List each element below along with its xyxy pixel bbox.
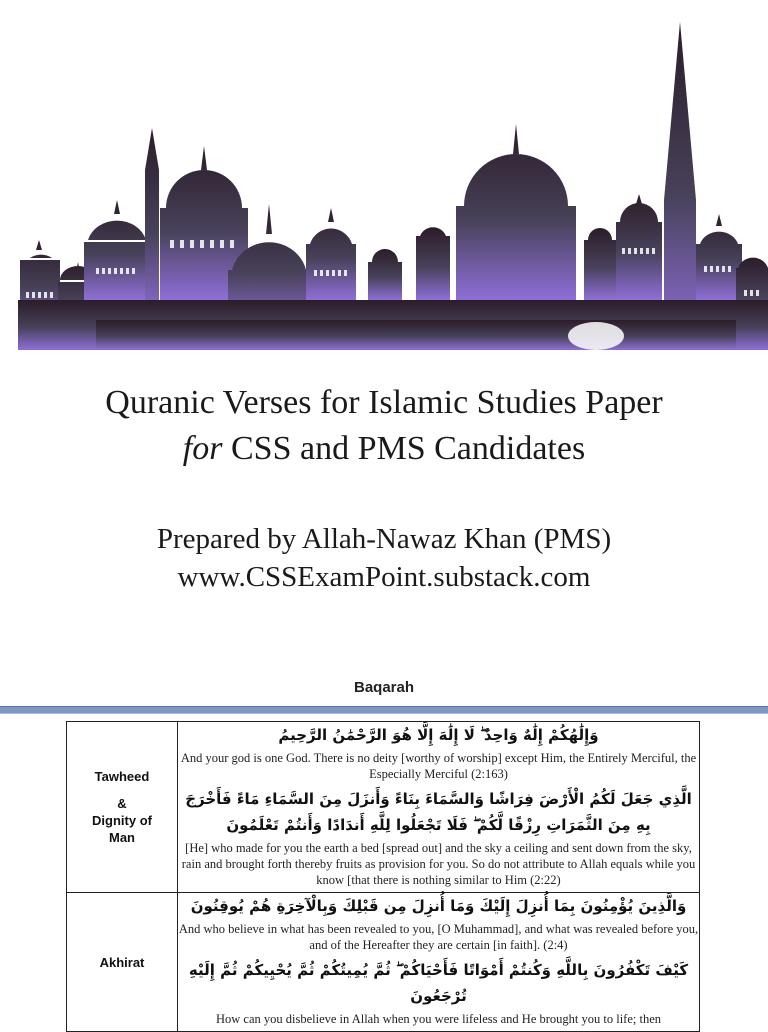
arabic-verse: الَّذِي جَعَلَ لَكُمُ الْأَرْضَ فِرَاشًا وَالسَّمَاءَ بِنَاءً وَأَنزَلَ مِنَ السَّمَاءِ مَاءً فَأَخْرَجَ بِهِ مِنَ الثَّمَرَاتِ رِزْقًا لَّكُمْ ۖ فَلَا تَجْعَلُوا لِلَّهِ أَندَادًا وَأَنتُمْ تَعْلَمُونَ <box>185 790 692 834</box>
mosque-skyline-illustration <box>0 0 768 360</box>
arabic-verse: كَيْفَ تَكْفُرُونَ بِاللَّهِ وَكُنتُمْ أَمْوَاتًا فَأَحْيَاكُمْ ۖ ثُمَّ يُمِيتُكُمْ ثُمَّ يُحْيِيكُمْ ثُمَّ إِلَيْهِ تُرْجَعُونَ <box>188 961 689 1005</box>
title-line-2 <box>0 426 768 472</box>
topic-label: Man <box>109 830 135 845</box>
verse-translation: And your god is one God. There is no deity [worthy of worship] except Him, the Entirely Merciful, the Especially Merciful (2:163) <box>180 751 697 781</box>
title-line-2-rest: CSS and PMS Candidates <box>222 430 586 467</box>
title-line-1: Quranic Verses for Islamic Studies Paper <box>105 384 663 421</box>
prepared-by: Prepared by Allah-Nawaz Khan (PMS) <box>156 523 612 555</box>
topic-label: Tawheed <box>94 769 150 784</box>
topic-cell <box>67 722 178 893</box>
table-row <box>67 722 700 893</box>
topic-label: Akhirat <box>99 954 145 970</box>
verse-cell <box>178 722 700 893</box>
title-italic-word: for <box>182 430 223 467</box>
verses-table <box>66 721 700 1032</box>
verse-cell <box>178 893 700 1032</box>
author-block <box>0 520 768 596</box>
website-url: www.CSSExamPoint.substack.com <box>177 561 591 593</box>
arabic-verse: وَإِلَٰهُكُمْ إِلَٰهٌ وَاحِدٌ ۖ لَا إِلَٰهَ إِلَّا هُوَ الرَّحْمَٰنُ الرَّحِيمُ <box>278 726 599 744</box>
section-divider <box>0 706 768 714</box>
verse-translation: And who believe in what has been revealed to you, [O Muhammad], and what was revealed before you, and of the Hereafter they are certain [in faith]. (2:4) <box>178 922 699 952</box>
topic-label: & <box>117 796 127 811</box>
arabic-verse: وَالَّذِينَ يُؤْمِنُونَ بِمَا أُنزِلَ إِلَيْكَ وَمَا أُنزِلَ مِن قَبْلِكَ وَبِالْآخِرَةِ هُمْ يُوقِنُونَ <box>190 897 687 915</box>
verse-translation: How can you disbelieve in Allah when you were lifeless and He brought you to life; then <box>215 1012 662 1026</box>
topic-label: Dignity of <box>92 813 152 828</box>
section-heading: Baqarah <box>353 679 415 696</box>
topic-cell <box>67 893 178 1032</box>
verse-translation: [He] who made for you the earth a bed [spread out] and the sky a ceiling and sent down from the sky, rain and brought forth thereby fruits as provision for you. So do not attribute to Allah equals while you know [that there is nothing similar to Him (2:22) <box>181 841 696 887</box>
document-title <box>0 380 768 472</box>
table-row <box>67 893 700 1032</box>
